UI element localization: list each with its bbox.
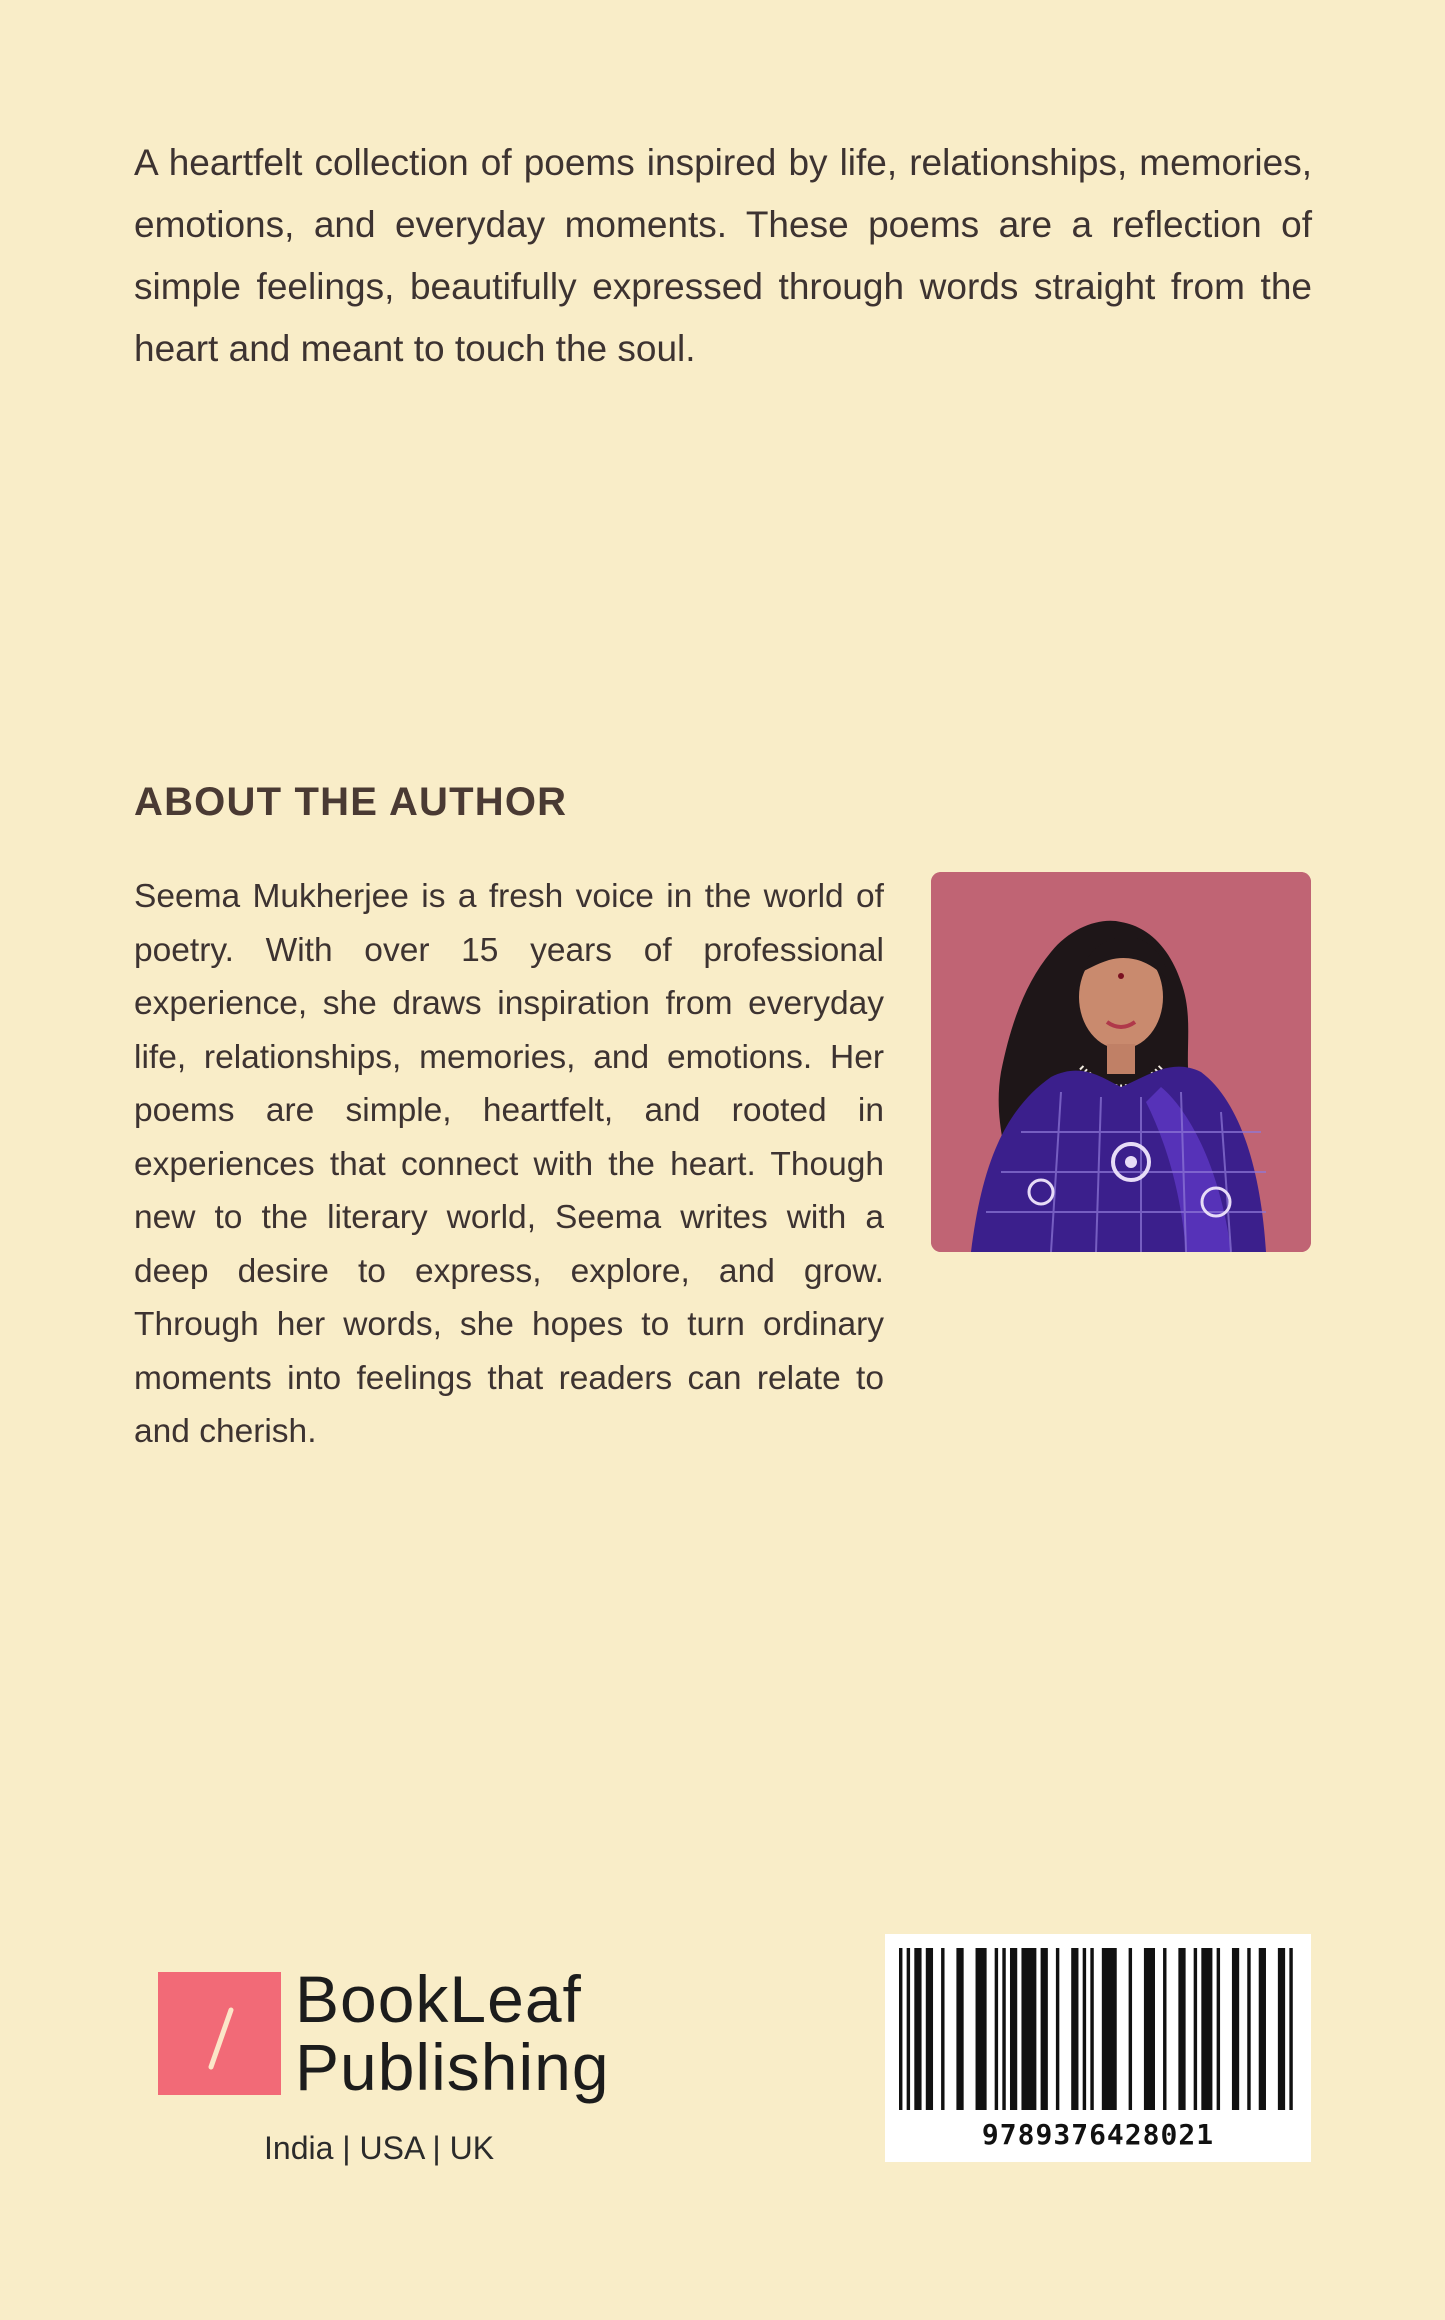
barcode-icon — [885, 1934, 1311, 2114]
barcode-bar — [1217, 1948, 1220, 2110]
barcode-bar — [995, 1948, 998, 2110]
barcode-bar — [1201, 1948, 1212, 2110]
barcode-bar — [1163, 1948, 1166, 2110]
barcode-bar — [926, 1948, 933, 2110]
barcode-bar — [1071, 1948, 1078, 2110]
barcode-bar — [1041, 1948, 1048, 2110]
author-bio: Seema Mukherjee is a fresh voice in the world of poetry. With over 15 years of professional experience, she draws inspiration from everyday life, relationships, memories, and emotions. Her poems are simple, heartfelt, and rooted in experiences that connect with the heart. Though new to the literary world, Seema writes with a deep desire to express, explore, and grow. Through her words, she hopes to turn ordinary moments into feelings that readers can relate to and cherish. — [134, 878, 884, 1450]
isbn-barcode — [885, 1934, 1311, 2162]
barcode-bar — [1021, 1948, 1036, 2110]
barcode-bar — [1178, 1948, 1185, 2110]
barcode-bar — [907, 1948, 910, 2110]
barcode-bar — [1259, 1948, 1266, 2110]
barcode-bar — [1144, 1948, 1155, 2110]
barcode-bar — [1102, 1948, 1117, 2110]
publisher-logo — [158, 1962, 618, 2172]
about-author-heading: ABOUT THE AUTHOR — [134, 780, 568, 824]
author-photo — [931, 872, 1311, 1252]
publisher-name-line1: BookLeaf — [295, 1962, 582, 2036]
barcode-bar — [1090, 1948, 1093, 2110]
barcode-bar — [1194, 1948, 1197, 2110]
barcode-bar — [941, 1948, 944, 2110]
barcode-bar — [956, 1948, 963, 2110]
barcode-bar — [1278, 1948, 1285, 2110]
barcode-bar — [1232, 1948, 1239, 2110]
publisher-name-line2: Publishing — [295, 2030, 610, 2104]
barcode-bar — [899, 1948, 902, 2110]
back-cover-blurb: A heartfelt collection of poems inspired by life, relationships, memories, emotions, and everyday moments. These poems are a reflection of simple feelings, beautifully expressed through words straight from the heart and meant to touch the soul. — [134, 142, 1312, 369]
barcode-bar — [1289, 1948, 1292, 2110]
barcode-bar — [1247, 1948, 1250, 2110]
barcode-bar — [1083, 1948, 1086, 2110]
barcode-bar — [976, 1948, 987, 2110]
isbn-number: 9789376428021 — [981, 2118, 1215, 2151]
publisher-regions: India | USA | UK — [264, 2130, 495, 2166]
barcode-bar — [1002, 1948, 1005, 2110]
barcode-bar — [914, 1948, 921, 2110]
barcode-bar — [1010, 1948, 1017, 2110]
barcode-bar — [1129, 1948, 1132, 2110]
slash-mark-icon — [158, 1972, 281, 2095]
barcode-bar — [1056, 1948, 1059, 2110]
